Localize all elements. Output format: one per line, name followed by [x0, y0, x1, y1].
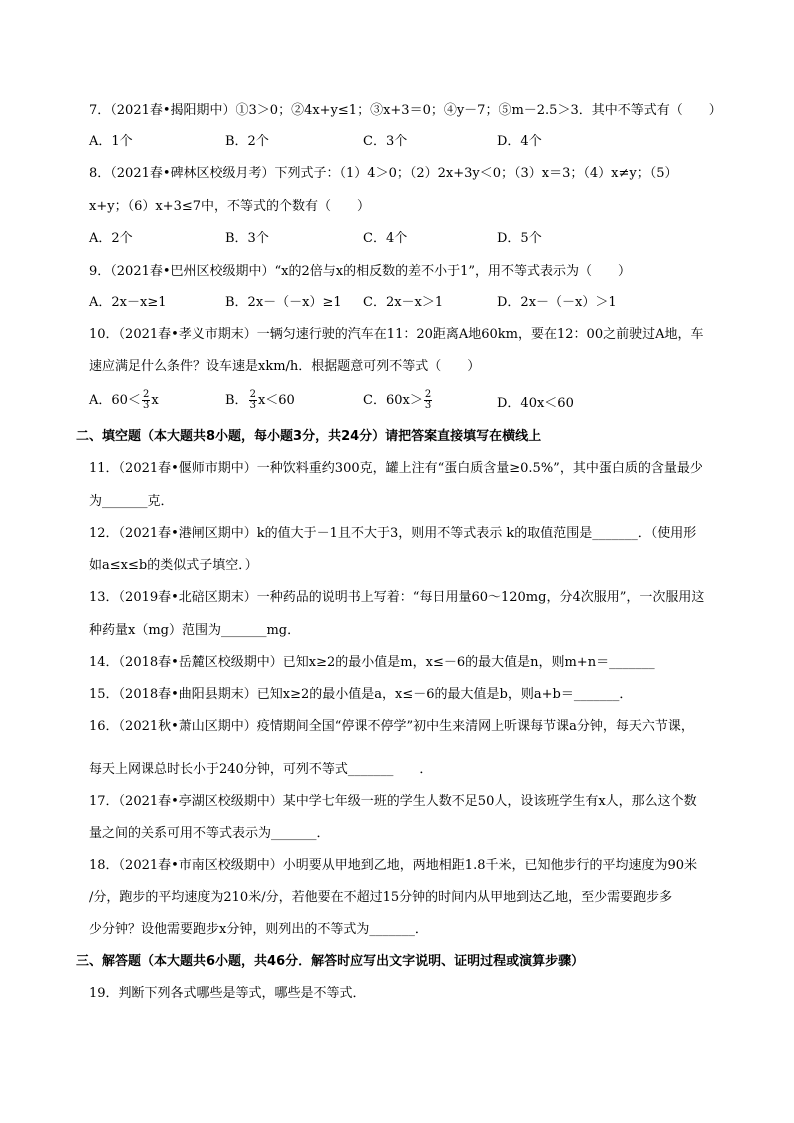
question-11-line-2: 为_______克．	[89, 494, 174, 509]
question-16-line-2: 每天上网课总时长小于240分钟，可列不等式_______ ．	[89, 762, 433, 777]
q7-option-b: B．2个	[225, 134, 269, 149]
q7-option-d: D．4个	[497, 134, 542, 149]
q9-option-a: A．2x－x≥1	[89, 295, 167, 310]
question-18-line-2: /分，跑步的平均速度为210米/分，若他要在不超过15分钟的时间内从甲地到达乙地，至少需要跑步多	[89, 890, 673, 905]
question-7: 7．（2021春•揭阳期中）①3＞0；②4x+y≤1；③x+3＝0；④y－7；⑤m－2.5＞3．其中不等式有（ ）	[89, 103, 722, 118]
question-10-line-1: 10．（2021春•孝义市期末）一辆匀速行驶的汽车在11：20距离A地60km，要在12：00之前驶过A地，车	[89, 327, 704, 342]
q8-option-d: D．5个	[497, 231, 542, 246]
q10-option-a	[89, 390, 159, 411]
fraction-denominator: 3	[142, 400, 150, 411]
q8-option-a: A．2个	[89, 231, 133, 246]
question-12-line-2: 如a≤x≤b的类似式子填空．）	[89, 558, 258, 573]
q7-option-a: A．1个	[89, 134, 133, 149]
question-13-line-1: 13．（2019春•北碚区期末）一种药品的说明书上写着：“每日用量60～120mg，分4次服用”，一次服用这	[89, 590, 705, 605]
q10-option-b-prefix: B．	[225, 393, 248, 408]
q10-option-b-suffix: x＜60	[257, 393, 295, 408]
q10-option-a-suffix: x	[151, 393, 159, 408]
section-2-heading: 二、填空题（本大题共8小题，每小题3分，共24分）请把答案直接填写在横线上	[76, 429, 542, 444]
question-18-line-3: 少分钟？设他需要跑步x分钟，则列出的不等式为_______．	[89, 922, 428, 937]
q7-option-c: C．3个	[363, 134, 408, 149]
question-18-line-1: 18．（2021春•市南区校级期中）小明要从甲地到乙地，两地相距1.8千米，已知他步行的平均速度为90米	[89, 858, 698, 873]
question-8-line-1: 8．（2021春•碑林区校级月考）下列式子：（1）4＞0；（2）2x+3y＜0；（3）x＝3；（4）x≠y；（5）	[89, 166, 678, 181]
fraction-numerator: 2	[142, 389, 150, 400]
fraction-denominator: 3	[249, 400, 256, 411]
q10-option-d: D．40x＜60	[497, 396, 574, 411]
question-11-line-1: 11．（2021春•偃师市期中）一种饮料重约300克，罐上注有“蛋白质含量≥0.5%”，其中蛋白质的含量最少	[89, 461, 703, 476]
question-9: 9．（2021春•巴州区校级期中）“x的2倍与x的相反数的差不小于1”，用不等式表示为（ ）	[89, 264, 632, 279]
q10-option-a-prefix: A．60＜	[89, 393, 141, 408]
q10-option-b	[225, 390, 295, 411]
section-3-heading: 三、解答题（本大题共6小题，共46分．解答时应写出文字说明、证明过程或演算步骤）	[76, 954, 585, 969]
fraction-denominator: 3	[424, 400, 432, 411]
question-15: 15．（2018春•曲阳县期末）已知x≥2的最小值是a，x≤－6的最大值是b，则a+b＝_______．	[89, 687, 633, 702]
question-17-line-1: 17．（2021春•亭湖区校级期中）某中学七年级一班的学生人数不足50人，设该班学生有x人，那么这个数	[89, 794, 697, 809]
q8-option-c: C．4个	[363, 231, 408, 246]
q9-option-d: D．2x－（－x）＞1	[497, 295, 617, 310]
question-17-line-2: 量之间的关系可用不等式表示为_______．	[89, 826, 330, 841]
question-12-line-1: 12．（2021春•港闸区期中）k的值大于－1且不大于3，则用不等式表示 k的取值范围是_______．（使用形	[89, 526, 697, 541]
question-14: 14．（2018春•岳麓区校级期中）已知x≥2的最小值是m，x≤－6的最大值是n，则m+n＝_______	[89, 655, 655, 670]
fraction-numerator: 2	[424, 389, 432, 400]
fraction-two-thirds	[249, 390, 257, 411]
question-16-line-1: 16．（2021秋•萧山区期中）疫情期间全国“停课不停学”初中生来清网上听课每节课a分钟，每天六节课，	[89, 719, 694, 734]
question-19: 19．判断下列各式哪些是等式，哪些是不等式．	[89, 986, 366, 1001]
q8-option-b: B．3个	[225, 231, 269, 246]
q9-option-b: B．2x－（－x）≥1	[225, 295, 342, 310]
fraction-numerator: 2	[249, 389, 256, 400]
fraction-two-thirds	[142, 390, 150, 411]
question-10-line-2: 速应满足什么条件？设车速是xkm/h．根据题意可列不等式（ ）	[89, 359, 481, 374]
q10-option-c-prefix: C．60x＞	[363, 393, 423, 408]
q9-option-c: C．2x－x＞1	[363, 295, 444, 310]
fraction-two-thirds	[424, 390, 432, 411]
question-13-line-2: 种药量x（mg）范围为_______mg．	[89, 623, 301, 638]
question-8-line-2: x+y；（6）x+3≤7中，不等式的个数有（ ）	[89, 199, 370, 214]
q10-option-c	[363, 390, 433, 411]
